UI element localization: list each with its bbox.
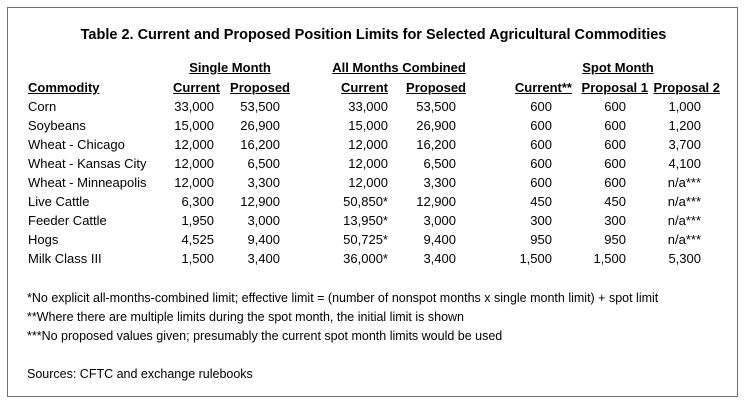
cell-sp-current: 300 [530,213,552,228]
cell-sm-proposed: 26,900 [240,118,280,133]
cell-sp-proposal2: n/a*** [667,175,701,190]
cell-sp-proposal1: 1,500 [593,251,626,266]
cell-sm-proposed: 3,300 [247,175,280,190]
cell-sp-proposal2: 4,100 [668,156,701,171]
cell-commodity: Corn [28,99,57,114]
cell-am-current: 15,000 [348,118,388,133]
group-header-spot-month: Spot Month [582,60,654,75]
cell-am-proposed: 12,900 [416,194,456,209]
cell-sp-current: 600 [530,118,552,133]
cell-commodity: Wheat - Minneapolis [28,175,147,190]
cell-am-proposed: 16,200 [416,137,456,152]
cell-sm-current: 4,525 [181,232,214,247]
cell-sm-proposed: 12,900 [240,194,280,209]
cell-sm-proposed: 9,400 [247,232,280,247]
cell-sm-proposed: 3,400 [247,251,280,266]
cell-am-current: 13,950* [343,213,388,228]
footnote-2: **Where there are multiple limits during the spot month, the initial limit is shown [27,310,464,324]
cell-am-current: 50,725* [343,232,388,247]
col-header-am-proposed: Proposed [406,80,466,95]
cell-commodity: Wheat - Chicago [28,137,125,152]
cell-sm-current: 33,000 [174,99,214,114]
cell-sp-current: 950 [530,232,552,247]
cell-commodity: Wheat - Kansas City [28,156,147,171]
cell-sm-current: 15,000 [174,118,214,133]
cell-sm-proposed: 16,200 [240,137,280,152]
cell-am-proposed: 53,500 [416,99,456,114]
cell-am-current: 36,000* [343,251,388,266]
sources-note: Sources: CFTC and exchange rulebooks [27,367,253,381]
table-title: Table 2. Current and Proposed Position Limits for Selected Agricultural Commodities [80,27,667,43]
cell-am-proposed: 3,400 [423,251,456,266]
col-header-sp-current: Current** [514,80,572,95]
cell-sp-current: 600 [530,175,552,190]
cell-commodity: Hogs [28,232,59,247]
group-header-all-months: All Months Combined [332,60,466,75]
cell-am-current: 50,850* [343,194,388,209]
cell-sp-proposal1: 450 [604,194,626,209]
col-header-am-current: Current [341,80,388,95]
cell-sp-proposal2: n/a*** [667,194,701,209]
cell-am-proposed: 26,900 [416,118,456,133]
cell-sp-proposal2: 5,300 [668,251,701,266]
cell-sm-proposed: 6,500 [247,156,280,171]
cell-sm-current: 12,000 [174,175,214,190]
cell-sp-proposal1: 600 [604,137,626,152]
footnote-3: ***No proposed values given; presumably the current spot month limits would be used [27,329,503,343]
col-header-commodity: Commodity [28,80,100,95]
cell-sp-proposal2: 1,000 [668,99,701,114]
cell-am-current: 12,000 [348,137,388,152]
cell-sm-current: 1,950 [181,213,214,228]
cell-sp-proposal2: n/a*** [667,232,701,247]
cell-sp-current: 1,500 [519,251,552,266]
cell-sp-current: 600 [530,99,552,114]
cell-commodity: Feeder Cattle [28,213,107,228]
cell-commodity: Milk Class III [28,251,102,266]
cell-commodity: Live Cattle [28,194,90,209]
cell-sp-proposal1: 600 [604,118,626,133]
cell-sm-current: 12,000 [174,137,214,152]
col-header-sp-proposal1: Proposal 1 [581,80,648,95]
group-header-single-month: Single Month [189,60,271,75]
cell-sp-current: 600 [530,156,552,171]
cell-sp-proposal2: 1,200 [668,118,701,133]
cell-sm-current: 1,500 [181,251,214,266]
col-header-sm-current: Current [173,80,220,95]
footnote-1: *No explicit all-months-combined limit; effective limit = (number of nonspot months x single month limit) + spot limit [27,291,659,305]
cell-sp-current: 600 [530,137,552,152]
cell-am-proposed: 6,500 [423,156,456,171]
cell-am-proposed: 3,000 [423,213,456,228]
cell-sp-proposal2: 3,700 [668,137,701,152]
cell-sp-proposal1: 600 [604,175,626,190]
cell-sp-proposal2: n/a*** [667,213,701,228]
cell-am-proposed: 9,400 [423,232,456,247]
col-header-sp-proposal2: Proposal 2 [653,80,720,95]
cell-sp-proposal1: 950 [604,232,626,247]
col-header-sm-proposed: Proposed [230,80,290,95]
cell-sm-proposed: 53,500 [240,99,280,114]
cell-sm-proposed: 3,000 [247,213,280,228]
cell-am-current: 12,000 [348,175,388,190]
cell-sp-proposal1: 600 [604,99,626,114]
cell-sp-current: 450 [530,194,552,209]
cell-sp-proposal1: 600 [604,156,626,171]
cell-sm-current: 12,000 [174,156,214,171]
cell-am-proposed: 3,300 [423,175,456,190]
cell-am-current: 33,000 [348,99,388,114]
cell-commodity: Soybeans [28,118,86,133]
cell-am-current: 12,000 [348,156,388,171]
cell-sp-proposal1: 300 [604,213,626,228]
cell-sm-current: 6,300 [181,194,214,209]
